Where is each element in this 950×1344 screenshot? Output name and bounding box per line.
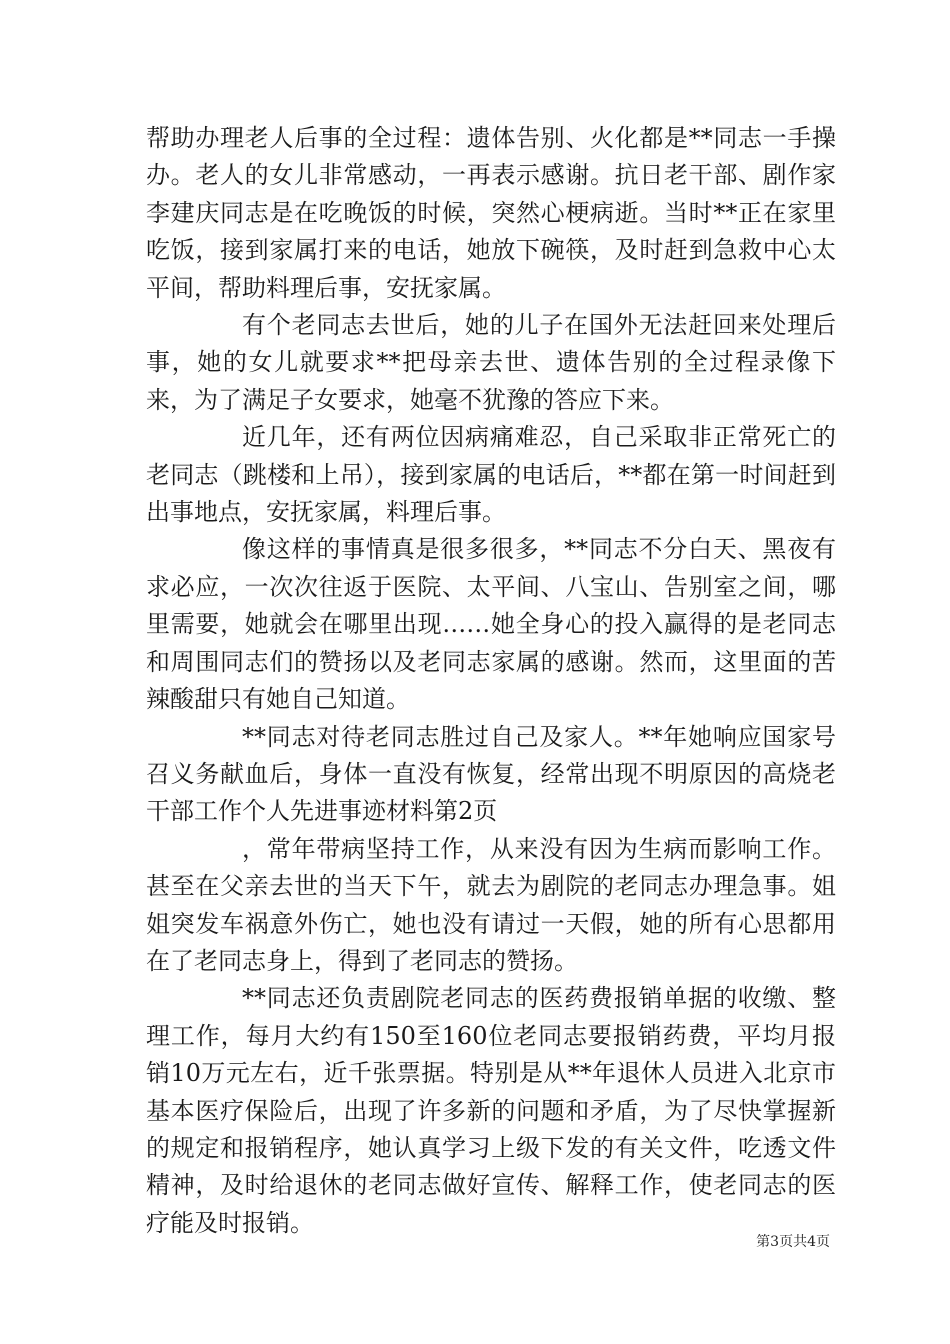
paragraph-2: 有个老同志去世后，她的儿子在国外无法赶回来处理后事，她的女儿就要求**把母亲去世、遗体告别的全过程录像下来，为了满足子女要求，她毫不犹豫的答应下来。	[146, 311, 836, 414]
paragraph-3: 近几年，还有两位因病痛难忍，自己采取非正常死亡的老同志（跳楼和上吊），接到家属的电话后，**都在第一时间赶到出事地点，安抚家属，料理后事。	[146, 423, 836, 527]
paragraph-4: 像这样的事情真是很多很多，**同志不分白天、黑夜有求必应，一次次往返于医院、太平间、八宝山、告别室之间，哪里需要，她就会在哪里出现……她全身心的投入赢得的是老同志和周围同志们的赞扬以及老同志家属的感谢。然而，这里面的苦辣酸甜只有她自己知道。	[146, 535, 836, 714]
page-number-footer: 第3页共4页	[756, 1234, 830, 1250]
paragraph-7: **同志还负责剧院老同志的医药费报销单据的收缴、整理工作，每月大约有150至160位老同志要报销药费，平均月报销10万元左右，近千张票据。特别是从**年退休人员进入北京市基本医疗保险后，出现了许多新的问题和矛盾，为了尽快掌握新的规定和报销程序，她认真学习上级下发的有关文件，吃透文件精神，及时给退休的老同志做好宣传、解释工作，使老同志的医疗能及时报销。	[146, 984, 836, 1237]
paragraph-5: **同志对待老同志胜过自己及家人。**年她响应国家号召义务献血后，身体一直没有恢复，经常出现不明原因的高烧老干部工作个人先进事迹材料第2页	[146, 722, 836, 826]
document-body	[146, 120, 836, 1242]
paragraph-6: ，常年带病坚持工作，从来没有因为生病而影响工作。甚至在父亲去世的当天下午，就去为剧院的老同志办理急事。姐姐突发车祸意外伤亡，她也没有请过一天假，她的所有心思都用在了老同志身上，得到了老同志的赞扬。	[146, 834, 836, 975]
paragraph-1: 帮助办理老人后事的全过程：遗体告别、火化都是**同志一手操办。老人的女儿非常感动，一再表示感谢。抗日老干部、剧作家李建庆同志是在吃晚饭的时候，突然心梗病逝。当时**正在家里吃饭，接到家属打来的电话，她放下碗筷，及时赶到急救中心太平间，帮助料理后事，安抚家属。	[146, 124, 836, 302]
